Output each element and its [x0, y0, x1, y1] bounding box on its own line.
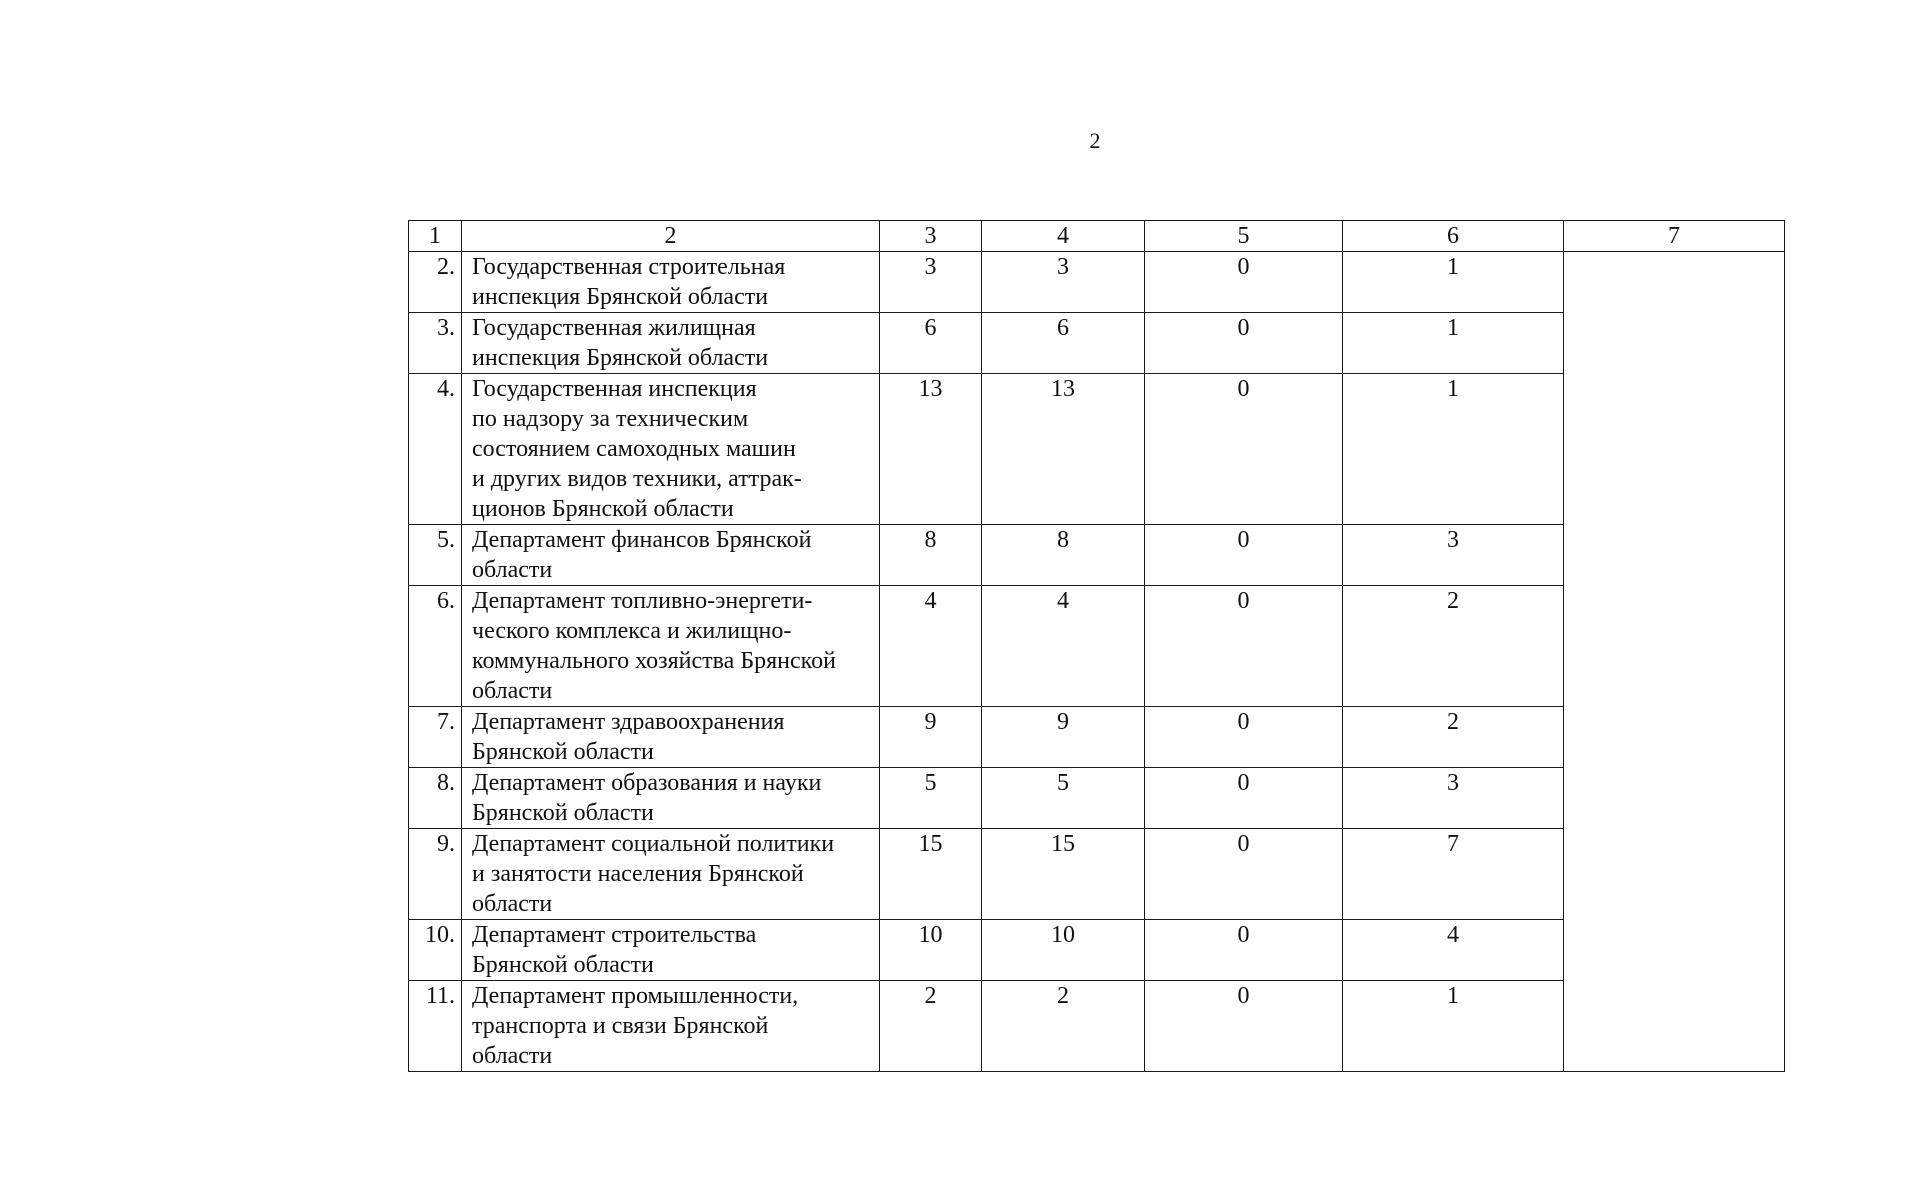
cell-col-6: 1	[1343, 981, 1564, 1072]
cell-col-3: 2	[880, 981, 982, 1072]
cell-col-3: 8	[880, 525, 982, 586]
cell-col-4: 9	[982, 707, 1145, 768]
cell-col-6: 1	[1343, 374, 1564, 525]
organization-name: Государственная жилищная инспекция Брянской области	[462, 313, 880, 374]
page-number: 2	[1089, 128, 1101, 153]
organization-name: Департамент промышленности, транспорта и связи Брянской области	[462, 981, 880, 1072]
row-number: 5.	[409, 525, 462, 586]
row-number: 2.	[409, 252, 462, 313]
cell-col-3: 6	[880, 313, 982, 374]
row-number: 9.	[409, 829, 462, 920]
cell-col-5: 0	[1145, 829, 1343, 920]
cell-col-5: 0	[1145, 252, 1343, 313]
row-number: 11.	[409, 981, 462, 1072]
organization-name: Государственная инспекция по надзору за техническим состоянием самоходных машин и других видов техники, аттрак- ционов Брянской области	[462, 374, 880, 525]
cell-col-6: 1	[1343, 313, 1564, 374]
cell-col-3: 4	[880, 586, 982, 707]
cell-col-5: 0	[1145, 313, 1343, 374]
row-number: 6.	[409, 586, 462, 707]
organization-name: Департамент финансов Брянской области	[462, 525, 880, 586]
cell-col-5: 0	[1145, 586, 1343, 707]
cell-col-4: 2	[982, 981, 1145, 1072]
table-body	[409, 252, 1785, 1072]
cell-col-3: 3	[880, 252, 982, 313]
cell-col-5: 0	[1145, 374, 1343, 525]
cell-col-6: 2	[1343, 586, 1564, 707]
cell-col-3: 13	[880, 374, 982, 525]
cell-col-4: 6	[982, 313, 1145, 374]
cell-col-6: 7	[1343, 829, 1564, 920]
cell-col-5: 0	[1145, 981, 1343, 1072]
data-table	[408, 220, 1785, 1072]
table-row	[409, 252, 1785, 313]
cell-col-6: 2	[1343, 707, 1564, 768]
row-number: 10.	[409, 920, 462, 981]
cell-col-4: 13	[982, 374, 1145, 525]
column-header-3: 3	[880, 221, 982, 252]
organization-name: Государственная строительная инспекция Брянской области	[462, 252, 880, 313]
row-number: 8.	[409, 768, 462, 829]
cell-col-3: 9	[880, 707, 982, 768]
column-header-5: 5	[1145, 221, 1343, 252]
cell-col-3: 15	[880, 829, 982, 920]
cell-col-4: 10	[982, 920, 1145, 981]
cell-col-4: 3	[982, 252, 1145, 313]
header-row	[409, 221, 1785, 252]
column-header-2: 2	[462, 221, 880, 252]
row-number: 3.	[409, 313, 462, 374]
cell-col-5: 0	[1145, 920, 1343, 981]
cell-col-5: 0	[1145, 707, 1343, 768]
column-header-6: 6	[1343, 221, 1564, 252]
table-header	[409, 221, 1785, 252]
cell-col-4: 4	[982, 586, 1145, 707]
cell-col-5: 0	[1145, 768, 1343, 829]
organization-name: Департамент топливно-энергети- ческого комплекса и жилищно- коммунального хозяйства Брянской области	[462, 586, 880, 707]
cell-col-6: 4	[1343, 920, 1564, 981]
column-header-1: 1	[409, 221, 462, 252]
organization-name: Департамент социальной политики и занятости населения Брянской области	[462, 829, 880, 920]
row-number: 4.	[409, 374, 462, 525]
organization-name: Департамент здравоохранения Брянской области	[462, 707, 880, 768]
cell-col-6: 1	[1343, 252, 1564, 313]
cell-col-4: 5	[982, 768, 1145, 829]
column-header-7: 7	[1564, 221, 1785, 252]
organization-name: Департамент образования и науки Брянской области	[462, 768, 880, 829]
cell-col-4: 8	[982, 525, 1145, 586]
cell-col-3: 10	[880, 920, 982, 981]
cell-col-6: 3	[1343, 525, 1564, 586]
cell-col-4: 15	[982, 829, 1145, 920]
merged-cell-col-7	[1564, 252, 1785, 1072]
cell-col-6: 3	[1343, 768, 1564, 829]
organization-name: Департамент строительства Брянской области	[462, 920, 880, 981]
cell-col-5: 0	[1145, 525, 1343, 586]
cell-col-3: 5	[880, 768, 982, 829]
row-number: 7.	[409, 707, 462, 768]
column-header-4: 4	[982, 221, 1145, 252]
